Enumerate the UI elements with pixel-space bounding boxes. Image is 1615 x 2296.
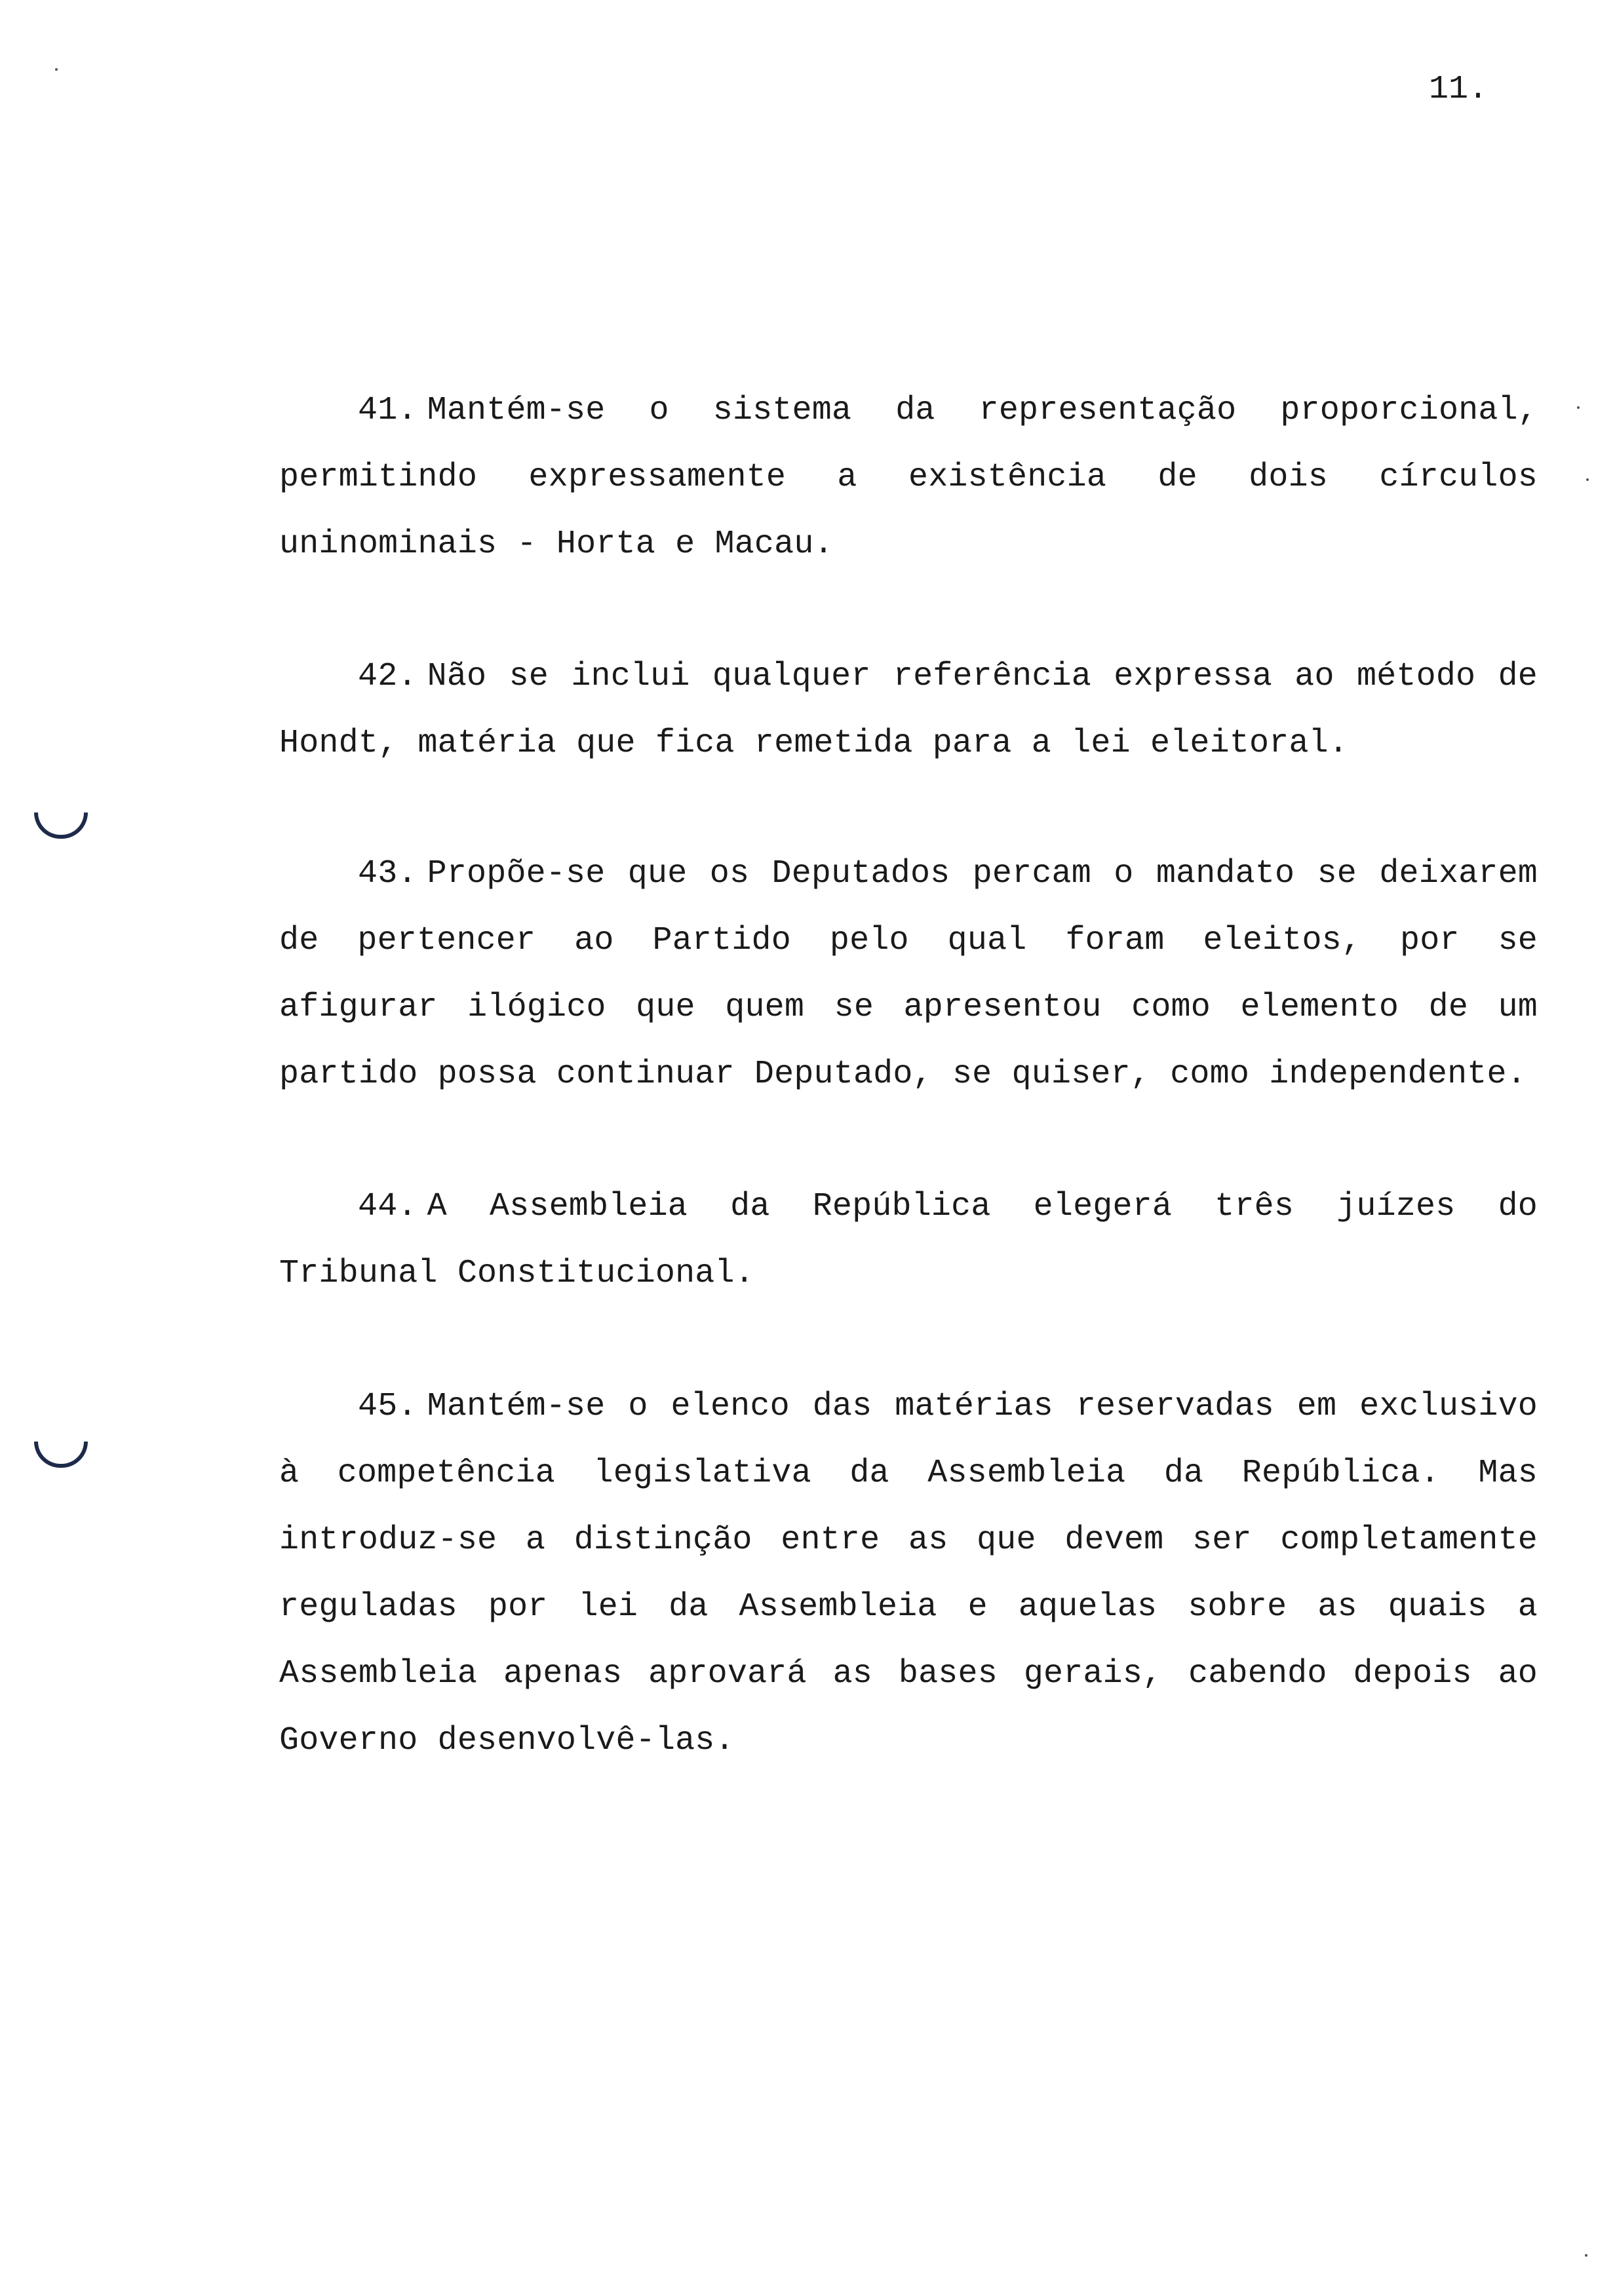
scan-speck	[55, 68, 58, 71]
paragraph-43	[279, 841, 1538, 1108]
paragraph-text: Propõe-se que os Deputados percam o mandato se deixarem de pertencer ao Partido pelo qual foram eleitos, por se afigurar ilógico que quem se apresentou como elemento de um partido possa continuar Deputado, se quiser, como independente.	[279, 855, 1538, 1093]
paragraph-number: 44.	[358, 1188, 418, 1225]
scan-speck	[1586, 478, 1589, 481]
paragraph-number: 42.	[358, 658, 418, 695]
scan-speck	[1577, 406, 1580, 409]
paragraph-44	[279, 1174, 1538, 1307]
paragraph-text: Mantém-se o sistema da representação proporcional, permitindo expressamente a existência de dois círculos uninominais - Horta e Macau.	[279, 392, 1538, 563]
page-number: 11.	[1429, 71, 1489, 108]
paragraph-42	[279, 643, 1538, 777]
paragraph-41	[279, 377, 1538, 578]
punch-hole-mark	[34, 813, 88, 839]
paragraph-45	[279, 1373, 1538, 1774]
punch-hole-mark	[34, 1442, 88, 1468]
scan-speck	[1585, 2254, 1587, 2257]
paragraph-number: 45.	[358, 1388, 418, 1425]
paragraph-text: A Assembleia da República elegerá três juízes do Tribunal Constitucional.	[279, 1188, 1538, 1292]
paragraph-text: Mantém-se o elenco das matérias reservadas em exclusivo à competência legislativa da Assembleia da República. Mas introduz-se a distinção entre as que devem ser completamente reguladas por lei da Assembleia e aquelas sobre as quais a Assembleia apenas aprovará as bases gerais, cabendo depois ao Governo desenvolvê-las.	[279, 1388, 1538, 1759]
paragraph-number: 41.	[358, 392, 418, 429]
paragraph-text: Não se inclui qualquer referência expressa ao método de Hondt, matéria que fica remetida para a lei eleitoral.	[279, 658, 1538, 762]
paragraph-number: 43.	[358, 855, 418, 892]
